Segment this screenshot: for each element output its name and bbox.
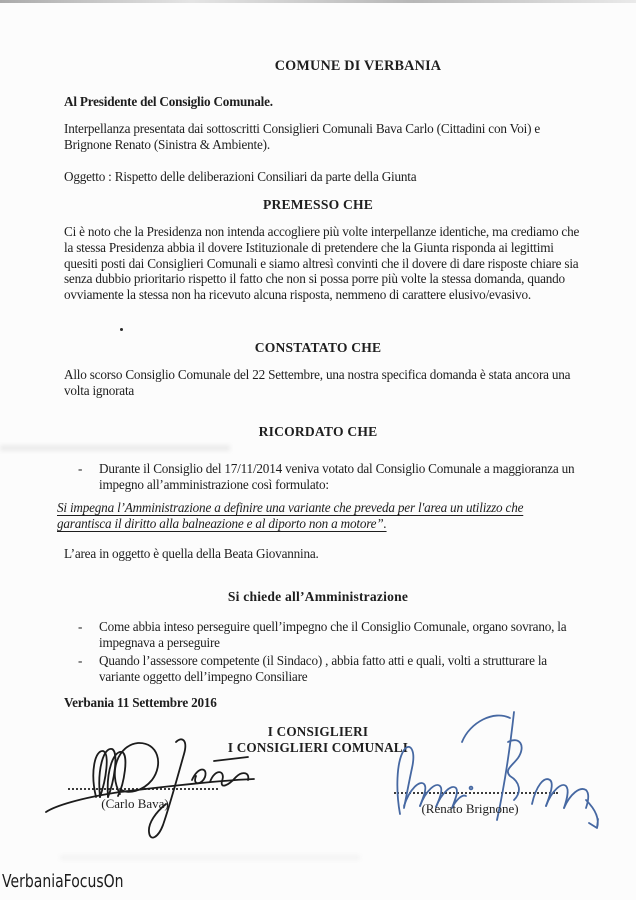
signature-heading-2: I CONSIGLIERI COMUNALI [227, 740, 409, 755]
signatory-name-right: (Renato Brignone) [421, 801, 519, 816]
signature-heading-1: I CONSIGLIERI [267, 724, 369, 739]
bullet-dash: - [78, 653, 83, 668]
bullet-text: Come abbia inteso perseguire quell’impegno che il Consiglio Comunale, organo sovrano, la impegnava a perseguire [99, 619, 567, 650]
scan-smudge [0, 445, 230, 451]
premesso-paragraph: Ci è noto che la Presidenza non intenda accogliere più volte interpellanze identiche, ma crediamo che la stessa Presidenza abbia il dovere Istituzionale di pretendere che la Giunta risponda ai legittimi quesiti posti dai Consiglieri Comunali e siamo altresì convinti che il dovere di dare risposte chiare sia senza dubbio prioritario rispetto il fatto che non si possa porre più volte la stessa domanda, quando ovviamente la stessa non ha ricevuto alcuna risposta, nemmeno di carattere elusivo/evasivo. [64, 224, 580, 303]
area-note: L’area in oggetto è quella della Beata Giovannina. [64, 546, 319, 561]
constatato-paragraph: Allo scorso Consiglio Comunale del 22 Settembre, una nostra specifica domanda è stata ancora una volta ignorata [64, 367, 571, 398]
section-heading-constatato: CONSTATATO CHE [254, 340, 382, 355]
section-heading-richiesta: Si chiede all’Amministrazione [227, 589, 409, 604]
recipient-line: Al Presidente del Consiglio Comunale. [64, 94, 273, 109]
dateline: Verbania 11 Settembre 2016 [64, 695, 217, 710]
intro-paragraph: Interpellanza presentata dai sottoscritti Consiglieri Comunali Bava Carlo (Cittadini con Voi) e Brignone Renato (Sinistra & Ambiente). [64, 121, 541, 152]
scan-edge-artifact [0, 0, 636, 3]
bullet-dash: - [78, 461, 83, 476]
subject-line: Oggetto : Rispetto delle deliberazioni Consiliari da parte della Giunta [64, 169, 417, 184]
watermark-text: VerbaniaFocusOn [2, 872, 124, 892]
signatory-name-left: (Carlo Bava) [101, 796, 169, 811]
bullet-text: Quando l’assessore competente (il Sindaco) , abbia fatto atti e quali, volti a strutturare la variante oggetto dell’impegno Consiliare [99, 653, 547, 684]
richiesta-bullet-2 [78, 653, 578, 685]
bullet-text: Durante il Consiglio del 17/11/2014 veniva votato dal Consiglio Comunale a maggioranza un impegno all’amministrazione così formulato: [99, 461, 575, 492]
ricordato-bullet [78, 461, 578, 493]
bullet-dash: - [78, 619, 83, 634]
motion-quote: Si impegna l’Amministrazione a definire una variante che preveda per l'area un utilizzo che garantisca il diritto alla balneazione e al diporto non a motore”. [57, 500, 524, 531]
section-heading-ricordato: RICORDATO CHE [258, 424, 378, 439]
carlo-bava-signature [46, 739, 254, 837]
richiesta-bullet-1 [78, 619, 578, 651]
stray-ink-dot [120, 328, 123, 331]
section-heading-premesso: PREMESSO CHE [262, 197, 374, 212]
document-title: COMUNE DI VERBANIA [274, 58, 442, 74]
signatures-overlay [0, 695, 636, 860]
